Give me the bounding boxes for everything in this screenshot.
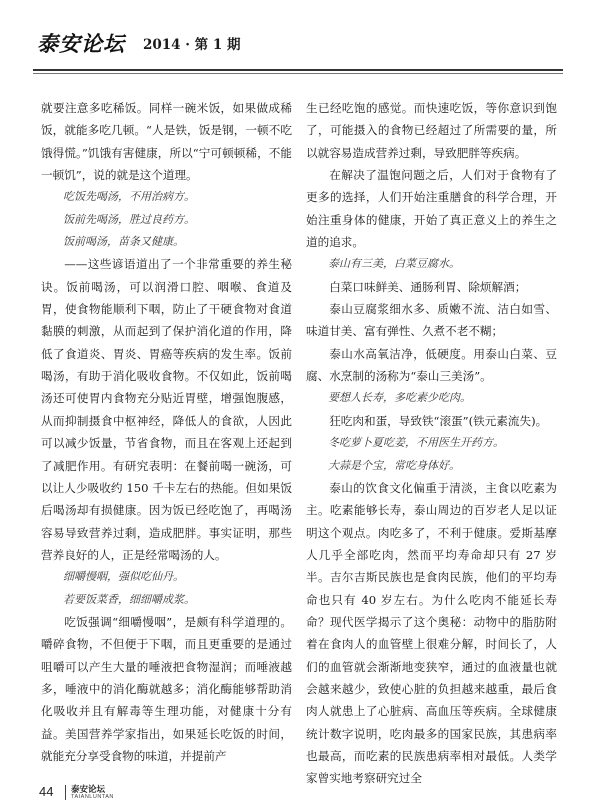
footer-divider: [65, 785, 66, 800]
header-rule: [33, 69, 563, 71]
footer-title: 泰安论坛: [71, 784, 106, 794]
verse-line: 饭前喝汤，苗条又健康。: [63, 235, 184, 249]
paragraph: ——这些谚语道出了一个非常重要的养生秘诀。饭前喝汤，可以润滑口腔、咽喉、食道及胃，使食物能顺利下咽，防止了干硬食物对食道黏膜的刺激，从而起到了保护消化道的作用，降低了食道炎、胃炎、胃癌等疾病的发生率。饭前喝汤，有助于消化吸收食物。不仅如此，饭前喝汤还可使胃内食物充分贴近胃壁，增强饱腹感，从而抑制摄食中枢神经，降低人的食欲，人因此可以减少饭量，节省食物，而且在客观上还起到了减肥作用。有研究表明：在餐前喝一碗汤，可以让人少吸收约 150 千卡左右的热能。但如果饭后喝汤却有损健康。因为饭已经吃饱了，再喝汤容易导致营养过剩，造成肥胖。事实证明，那些营养良好的人，正是经常喝汤的人。: [41, 257, 292, 562]
issue-label: 2014 · 第 1 期: [143, 37, 241, 53]
footer-subtitle: TAIANLUNTAN: [71, 794, 114, 800]
header-rule-thin: [33, 73, 563, 74]
paragraph: 吃饭强调“细嚼慢咽”，是颇有科学道理的。嚼碎食物，不但便于下咽，而且更重要的是通过咀嚼可以产生大量的唾液把食物湿润；而唾液越多，唾液中的消化酶就越多；消化酶能够帮助消化吸收并且有解毒等生理功能，对健康十分有益。美国营养学家指出，如果延长吃饭的时间，就能充分享受食物的味道，并提前产: [41, 614, 292, 763]
page-number: 44: [39, 784, 54, 799]
verse-line: 吃饭先喝汤，不用治病方。: [63, 190, 195, 204]
left-column: [41, 97, 292, 767]
verse-line: 细嚼慢咽，强似吃仙丹。: [63, 570, 184, 584]
paragraph: 泰山的饮食文化偏重于清淡，主食以吃素为主。吃素能够长寿，泰山周边的百岁老人足以证明这个观点。肉吃多了，不利于健康。爱斯基摩人几乎全部吃肉，然而平均寿命却只有 27 岁半。吉尔吉斯民族也是食肉民族，他们的平均寿命也只有 40 岁左右。为什么吃肉不能延长寿命？现代医学揭示了这个奥秘：动物中的脂肪附着在食肉人的血管壁上很难分解，时间长了，人们的血管就会渐渐地变狭窄，通过的血液量也就会越来越少，致使心脏的负担越来越重，最后食肉人就患上了心脏病、高血压等疾病。全球健康统计数字说明，吃肉最多的国家民族，其患病率也最高，而吃素的民族患病率相对最低。人类学家曾实地考察研究过全: [306, 480, 557, 786]
right-column: [306, 97, 557, 790]
verse-line: 要想人长寿，多吃素少吃肉。: [328, 391, 471, 405]
verse-line: 饭前先喝汤，胜过良药方。: [63, 212, 195, 226]
paragraph: 白菜口味鲜美、通肠利胃、除烦解酒；: [329, 279, 527, 294]
verse-line: 若要饭菜香，细细嚼成浆。: [63, 592, 195, 606]
verse-line: 泰山有三美，白菜豆腐水。: [328, 257, 460, 271]
verse-line: 冬吃萝卜夏吃姜，不用医生开药方。: [328, 436, 504, 450]
paragraph: 狂吃肉和蛋，导致铁“滚蛋”(铁元素流失)。: [329, 413, 548, 428]
paragraph: 泰山豆腐浆细水多、质嫩不流、洁白如雪、味道甘美、富有弹性、久煮不老不糊；: [306, 302, 557, 339]
paragraph: 生已经吃饱的感觉。而快速吃饭，等你意识到饱了，可能摄入的食物已经超过了所需要的量，所以就容易造成营养过剩，导致肥胖等疾病。: [306, 101, 557, 160]
page-footer: [33, 782, 563, 804]
paragraph: 在解决了温饱问题之后，人们对于食物有了更多的选择，人们开始注重膳食的科学合理，开始注重身体的健康，开始了真正意义上的养生之道的追求。: [306, 168, 557, 250]
paragraph: 泰山水高氧洁净，低硬度。用泰山白菜、豆腐、水烹制的汤称为“泰山三美汤”。: [306, 346, 557, 384]
paragraph: 就要注意多吃稀饭。同样一碗米饭，如果做成稀饭，就能多吃几顿。“人是铁，饭是钢，一顿不吃饿得慌。”饥饿有害健康，所以“宁可顿顿稀，不能一顿饥”，说的就是这个道理。: [41, 101, 292, 183]
journal-logo: 泰安论坛: [37, 31, 125, 56]
verse-line: 大蒜是个宝，常吃身体好。: [328, 458, 460, 472]
